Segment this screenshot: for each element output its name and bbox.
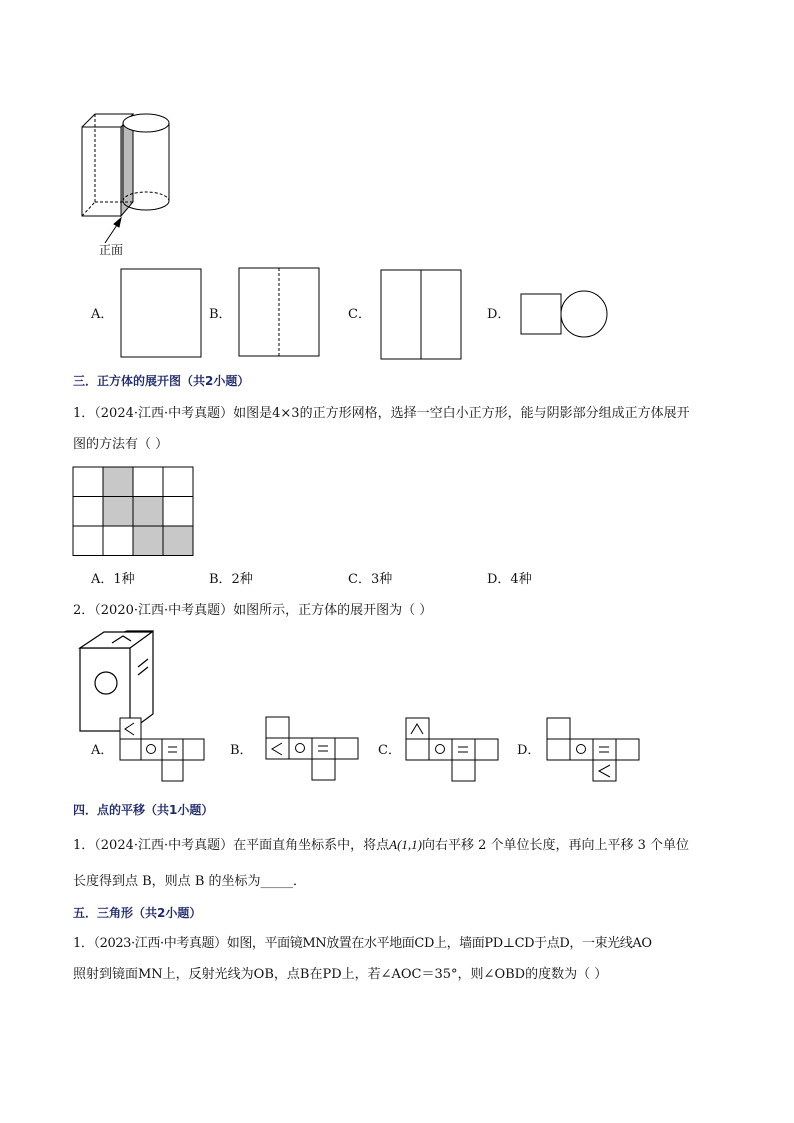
net-b <box>266 717 358 780</box>
s3q1-number: 1． <box>73 406 95 421</box>
s3q2-option-a: A． <box>91 743 114 758</box>
section4-heading: 四．点的平移（共1小题） <box>73 803 214 817</box>
view-option-a-label: A． <box>91 307 114 322</box>
s4q1-line1 <box>73 835 689 856</box>
section3-heading: 三．正方体的展开图（共2小题） <box>73 374 250 388</box>
s3q1-option-c: C．3种 <box>348 572 393 587</box>
s3q2-number: 2． <box>73 603 95 618</box>
section5-heading: 五．三角形（共2小题） <box>73 906 202 920</box>
s3q1-line2: 图的方法有（ ） <box>73 437 169 452</box>
s3q2-text: 如图所示，正方体的展开图为（ ） <box>233 603 433 618</box>
s3q1-option-a: A．1种 <box>91 572 135 587</box>
view-option-d-label: D． <box>487 307 511 322</box>
view-option-b-label: B． <box>209 307 232 322</box>
s4q1-pre: 1．（2024·江西·中考真题）在平面直角坐标系中，将点 <box>73 838 390 853</box>
s5q1-line2: 照射到镜面MN上，反射光线为OB，点B在PD上，若∠AOC＝35°，则∠OBD的度数为（ ） <box>73 967 608 982</box>
s5q1-line1: 1．（2023·江西·中考真题）如图，平面镜MN放置在水平地面CD上，墙面PD⊥CD于点D，一束光线AO <box>73 936 652 951</box>
s4q1-line2: 长度得到点 B，则点 B 的坐标为_____． <box>73 874 307 889</box>
s4q1-point: A(1,1) <box>389 837 422 852</box>
s3q1-source: （2024·江西·中考真题） <box>94 406 234 421</box>
s4q1-post: 向右平移 2 个单位长度，再向上平移 3 个单位 <box>421 838 690 853</box>
s3q2-option-b: B． <box>230 743 253 758</box>
s3q1-option-b: B．2种 <box>209 572 253 587</box>
view-option-c-label: C． <box>348 307 371 322</box>
net-c <box>406 718 498 781</box>
s3q1-text-a: 如图是4×3的正方形网格，选择一空白小正方形，能与阴影部分组成正方体展开 <box>233 406 690 421</box>
front-label: 正面 <box>99 243 124 257</box>
net-a <box>120 718 204 781</box>
s3q2-option-c: C． <box>378 743 401 758</box>
s3q2-option-d: D． <box>517 743 541 758</box>
net-d <box>547 718 639 781</box>
s3q1-option-d: D．4种 <box>487 572 532 587</box>
s3q2-source: （2020·江西·中考真题） <box>94 603 234 618</box>
